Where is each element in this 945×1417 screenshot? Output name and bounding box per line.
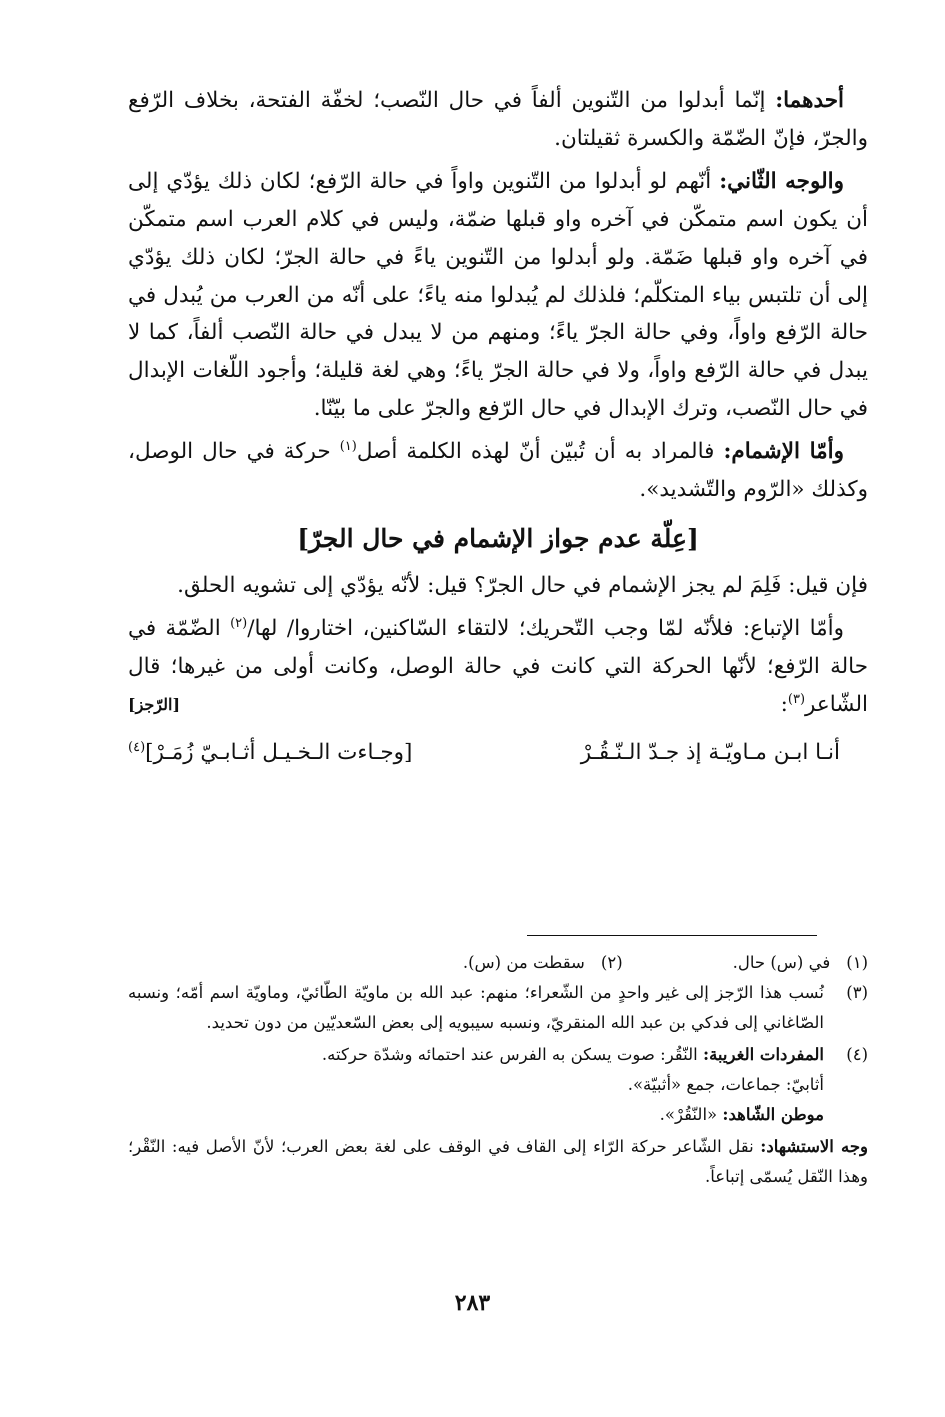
footnote-istishhad-body <box>128 1132 868 1192</box>
paragraph-text: أنّهم لو أبدلوا من التّنوين واواً في حالة الرّفع؛ لكان ذلك يؤدّي إلى أن يكون اسم متمكّن في آخره واو قبلها ضمّة، وليس في كلام العرب اسم متمكّن في آخره واو قبلها ضَمّة. ولو أبدلوا من التّنوين ياءً في حالة الجرّ؛ لكان ذلك يؤدّي إلى أن تلتبس بياء المتكلّم؛ فلذلك لم يُبدلوا منه ياءً؛ على أنّه من العرب من يُبدل في حالة الرّفع واواً، وفي حالة الجرّ ياءً؛ ومنهم من لا يبدل في حالة النّصب ألفاً، كما لا يبدل في حالة الرّفع واواً، ولا في حالة الجرّ ياءً؛ وهي لغة قليلة؛ وأجود اللّغات الإبدال في حال النّصب، وترك الإبدال في حال الرّفع والجرّ على ما بيّنّا. <box>128 169 868 421</box>
footnote-text: «النّقُرْ». <box>659 1105 723 1124</box>
footnote-text: النّقُر: صوت يسكن به الفرس عند احتمائه وشدّة حركته. <box>321 1045 703 1064</box>
footnote-athabi: أثابيّ: جماعات، جمع «أثبيّة». <box>627 1075 824 1094</box>
paragraph-first-reason <box>128 82 868 157</box>
paragraph-second-reason <box>128 163 868 427</box>
main-text <box>128 82 868 771</box>
paragraph-lead: أحدهما: <box>775 88 844 113</box>
footnote-number: (١) <box>846 953 868 972</box>
page-number: ٢٨٣ <box>454 1290 491 1316</box>
footnote-ref[interactable]: (٣) <box>787 691 806 707</box>
verse-text: [وجـاءت الـخـيـل أثـابـيّ زُمَـرْ] <box>145 739 413 765</box>
verse-second-hemistich <box>128 734 412 772</box>
paragraph-question <box>128 567 868 605</box>
paragraph-itbaa <box>128 610 868 723</box>
footnote-ref[interactable]: (٢) <box>230 616 248 632</box>
footnotes <box>128 948 868 1194</box>
footnote-number: (٤) <box>846 1045 868 1064</box>
footnote-2 <box>463 948 623 978</box>
footnote-1 <box>733 948 868 978</box>
footnote-4 <box>128 1040 868 1130</box>
footnote-3 <box>128 978 868 1038</box>
meter-label: [الرّجز] <box>128 694 181 714</box>
footnote-text: سقطت من (س). <box>462 953 585 972</box>
footnote-lead: المفردات الغريبة: <box>703 1045 824 1064</box>
poetry-verse <box>128 734 868 772</box>
footnote-text: في (س) حال. <box>732 953 831 972</box>
paragraph-text: وأمّا الإتباع: فلأنّه لمّا وجب التّحريك؛ لالتقاء السّاكنين، اختاروا/ لها/ <box>247 616 844 642</box>
footnote-ref[interactable]: (٤) <box>128 739 146 755</box>
section-heading: [عِلّة عدم جواز الإشمام في حال الجرّ] <box>297 523 699 553</box>
verse-first-hemistich: أنـا ابـن مـاويّـة إذ جـدّ الـنّـقُـرْ <box>580 739 840 765</box>
footnote-row-1-2 <box>128 948 868 978</box>
footnote-number: (٣) <box>846 983 868 1002</box>
footnote-ref[interactable]: (١) <box>339 439 357 455</box>
footnote-lead: وجه الاستشهاد: <box>760 1137 868 1156</box>
paragraph-text: إنّما أبدلوا من التّنوين ألفاً في حال النّصب؛ لخفّة الفتحة، بخلاف الرّفع والجرّ، فإنّ الضّمّة والكسرة ثقيلتان. <box>128 88 868 151</box>
footnote-4-istishhad <box>128 1132 868 1192</box>
paragraph-ishmam <box>128 433 868 508</box>
footnote-text: نقل الشّاعر حركة الرّاء إلى القاف في الوقف على لغة بعض العرب؛ لأنّ الأصل فيه: النّقْر؛ وهذا النّقل يُسمّى إتباعاً. <box>128 1137 868 1186</box>
paragraph-text: الضّمّة في حالة الرّفع؛ لأنّها الحركة التي كانت في حالة الوصل، وكانت أولى من غيرها؛ قال الشّاعر <box>128 616 868 717</box>
paragraph-lead: والوجه الثّاني: <box>719 169 844 195</box>
paragraph-text: حركة في حال الوصل، وكذلك «الرّوم والتّشديد». <box>128 439 868 503</box>
paragraph-text: : <box>780 691 788 717</box>
footnote-text: نُسب هذا الرّجز إلى غير واحدٍ من الشّعراء؛ منهم: عبد الله بن ماويّة الطّائيّ، وماويّة اسم أمّه؛ ونسبه الصّاغاني إلى فدكي بن عبد الله المنقريّ، ونسبه سيبويه إلى بعض السّعديّين من دون تحديد. <box>128 983 824 1032</box>
paragraph-lead: وأمّا الإشمام: <box>723 439 845 465</box>
footnote-shahid <box>128 1100 824 1130</box>
footnote-number: (٢) <box>600 953 623 972</box>
paragraph-text: فإن قيل: فَلِمَ لم يجز الإشمام في حال الجرّ؟ قيل: لأنّه يؤدّي إلى تشويه الحلق. <box>177 572 868 598</box>
footnote-separator <box>527 935 817 936</box>
footnote-vocab <box>128 1040 824 1070</box>
footnote-lead: موطن الشّاهد: <box>722 1105 824 1124</box>
footnote-4-body <box>128 1040 824 1130</box>
paragraph-text: فالمراد به أن تُبيّن أنّ لهذه الكلمة أصل <box>356 439 724 465</box>
